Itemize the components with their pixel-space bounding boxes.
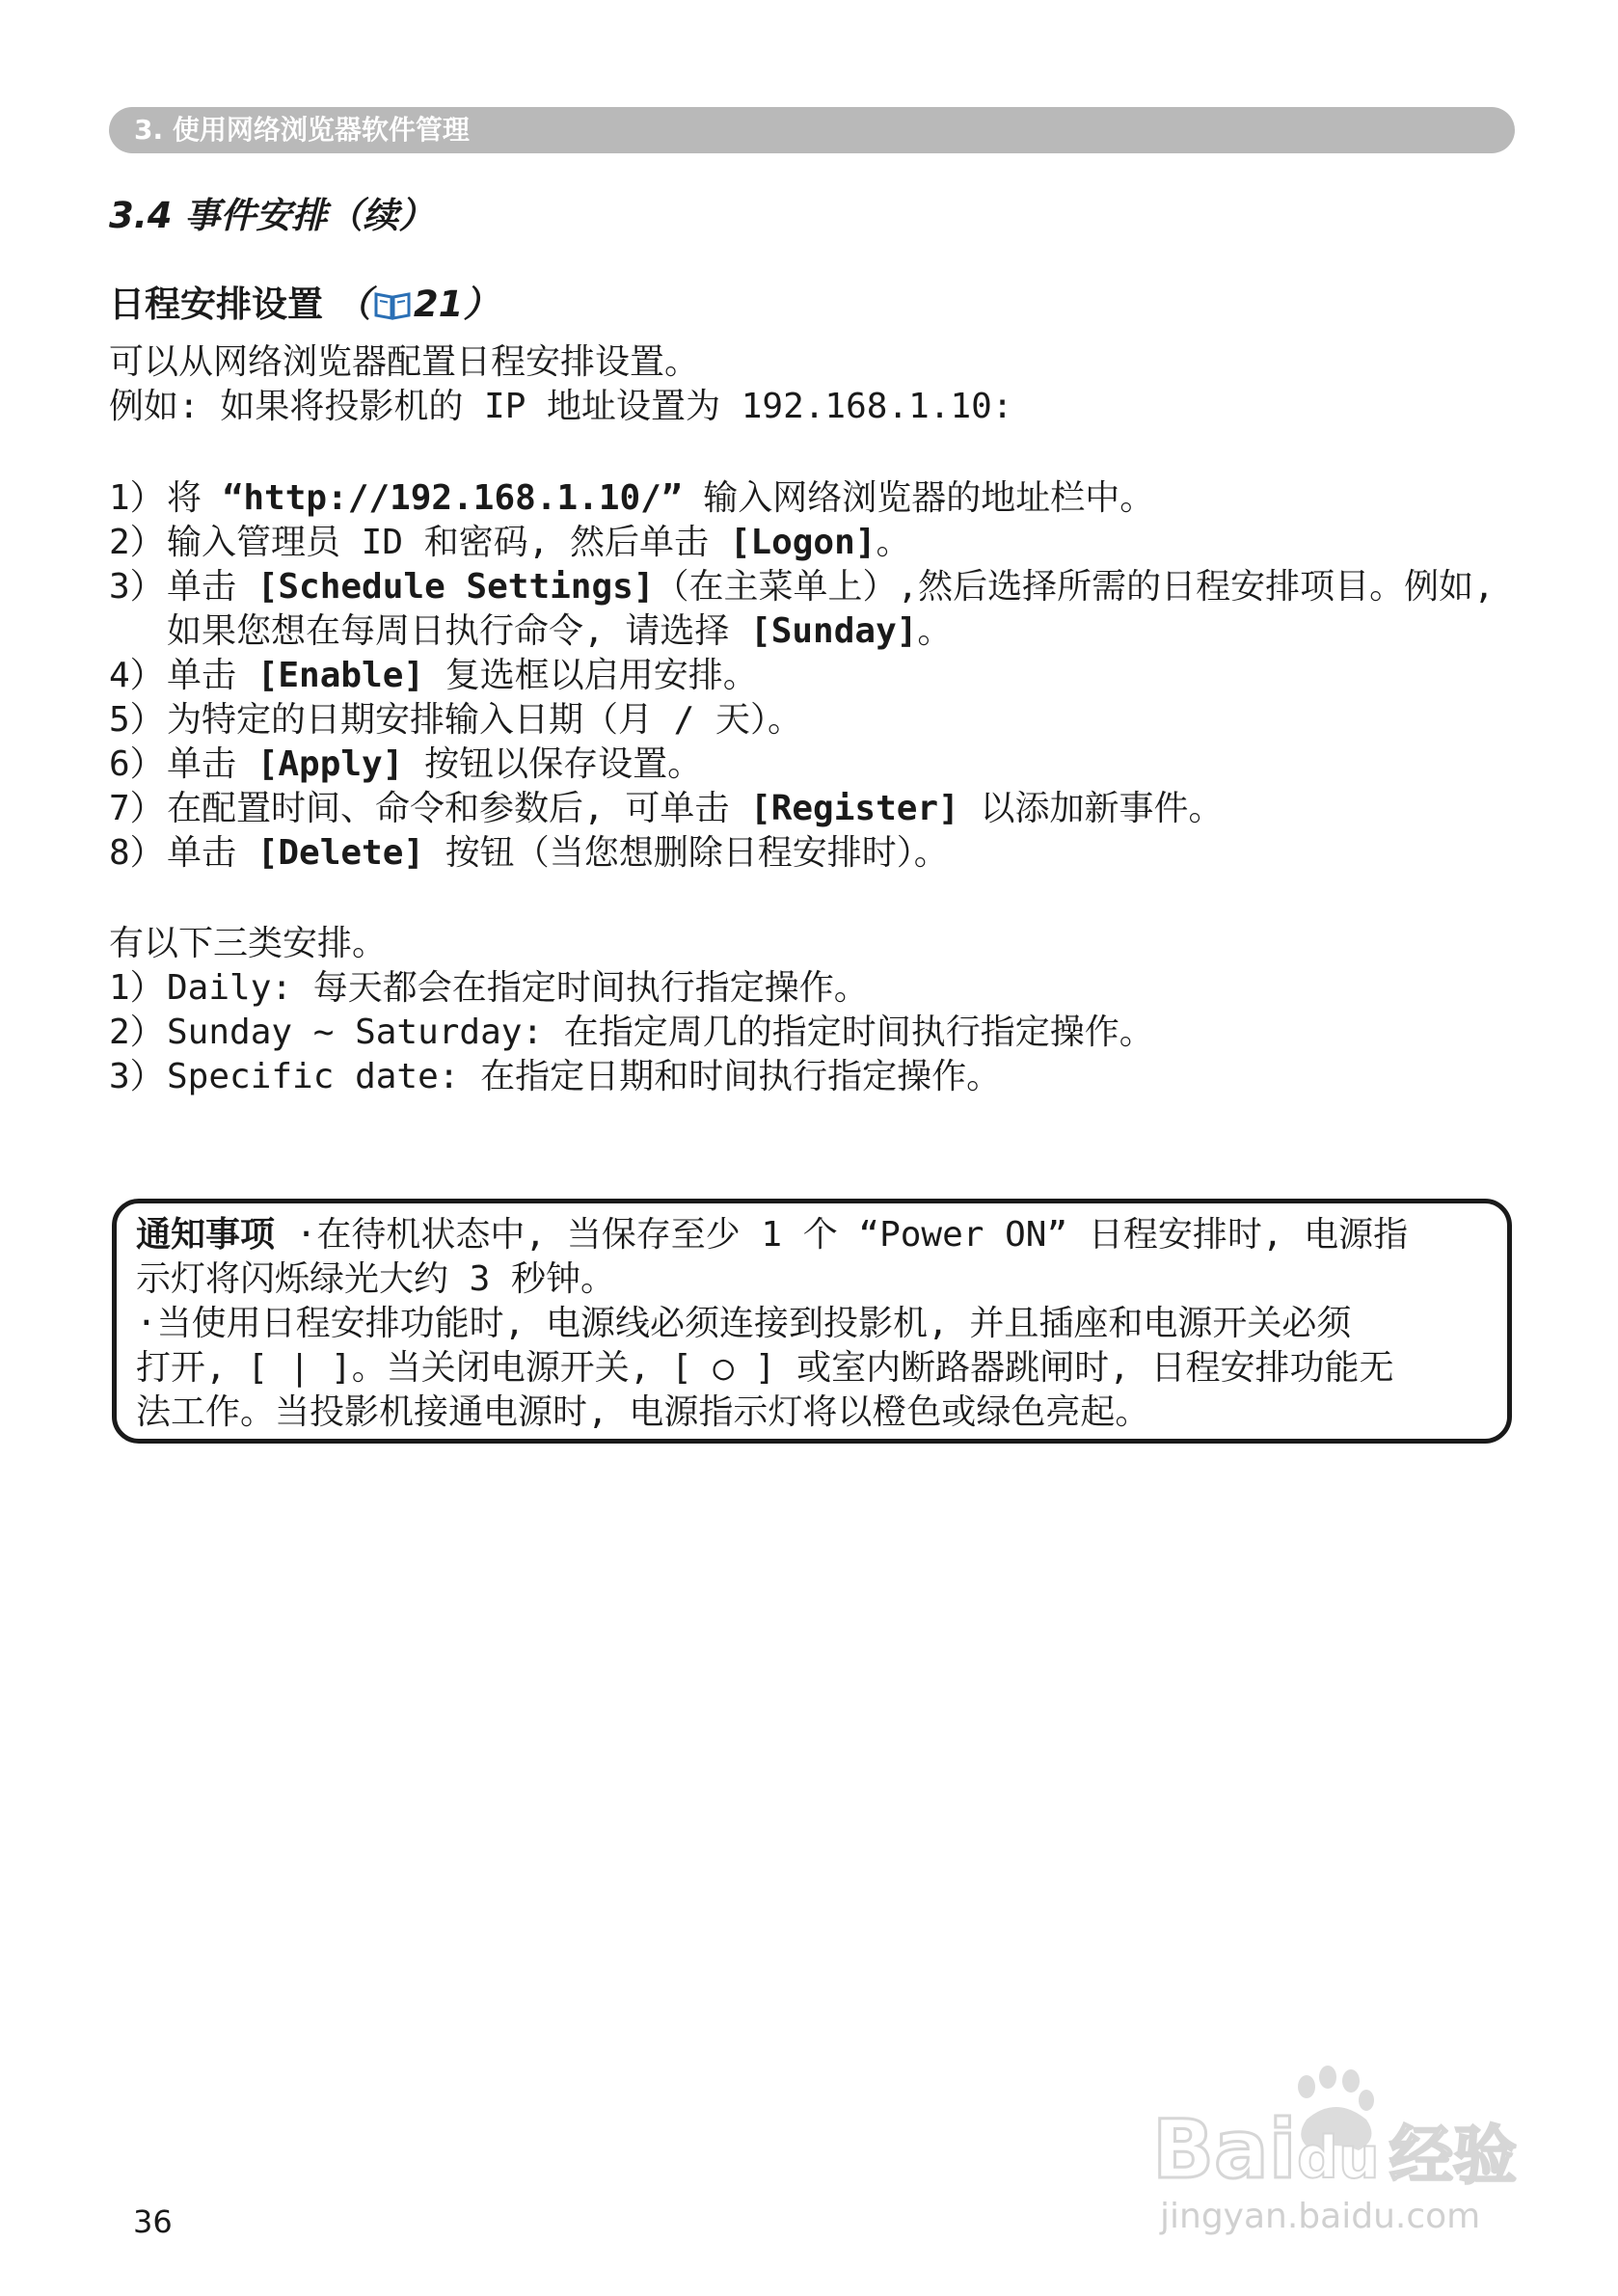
list-item: 5）为特定的日期安排输入日期（月 / 天）。 — [109, 700, 803, 740]
page-reference[interactable]: （ 21） — [335, 284, 499, 325]
list-item: 3）Specific date: 在指定日期和时间执行指定操作。 — [109, 1057, 1002, 1096]
list-item: 6）单击 [Apply] 按钮以保存设置。 — [109, 744, 703, 784]
subsection-heading: 日程安排设置 — [109, 284, 323, 325]
intro-line: 例如: 如果将投影机的 IP 地址设置为 192.168.1.10: — [109, 387, 1013, 426]
chapter-banner — [109, 107, 1515, 153]
notice-box — [112, 1199, 1512, 1444]
list-item: 1）Daily: 每天都会在指定时间执行指定操作。 — [109, 968, 869, 1008]
list-item-continued: 如果您想在每周日执行命令, 请选择 [Sunday]。 — [167, 611, 953, 651]
svg-text:经验: 经验 — [1389, 2119, 1517, 2189]
register-keyword: [Register] — [750, 789, 959, 828]
watermark-url: jingyan.baidu.com — [1160, 2197, 1481, 2236]
delete-keyword: [Delete] — [256, 833, 425, 873]
intro-line: 可以从网络浏览器配置日程安排设置。 — [109, 342, 700, 382]
list-item: 7）在配置时间、命令和参数后, 可单击 [Register] 以添加新事件。 — [109, 789, 1224, 828]
list-item: 3）单击 [Schedule Settings]（在主菜单上）,然后选择所需的日程安排项目。例如, — [109, 567, 1495, 607]
baidu-watermark — [1152, 2064, 1538, 2242]
notice-line: 示灯将闪烁绿光大约 3 秒钟。 — [136, 1259, 616, 1299]
schedule-settings-keyword: [Schedule Settings] — [256, 567, 655, 607]
list-item: 2）Sunday ~ Saturday: 在指定周几的指定时间执行指定操作。 — [109, 1013, 1154, 1052]
notice-line: 通知事项 ·在待机状态中, 当保存至少 1 个 “Power ON” 日程安排时, 电源指 — [136, 1215, 1409, 1255]
chapter-title: 3. 使用网络浏览器软件管理 — [134, 114, 470, 146]
notice-line: ·当使用日程安排功能时, 电源线必须连接到投影机, 并且插座和电源开关必须 — [136, 1304, 1352, 1343]
notice-line: 法工作。当投影机接通电源时, 电源指示灯将以橙色或绿色亮起。 — [136, 1392, 1150, 1432]
notice-label: 通知事项 — [136, 1215, 276, 1255]
url-keyword: “http://192.168.1.10/” — [222, 478, 683, 518]
apply-keyword: [Apply] — [256, 744, 404, 784]
section-title: 3.4 事件安排（续） — [109, 195, 435, 236]
list-item: 2）输入管理员 ID 和密码, 然后单击 [Logon]。 — [109, 523, 911, 562]
svg-text:du: du — [1297, 2124, 1380, 2189]
schedule-types — [109, 922, 1526, 1099]
baidu-jingyan-logo — [1152, 2064, 1538, 2189]
intro-paragraph — [109, 340, 1526, 429]
logon-keyword: [Logon] — [729, 523, 876, 562]
page-reference-number: 21 — [413, 284, 464, 325]
subsection-title — [109, 280, 499, 330]
list-item: 8）单击 [Delete] 按钮（当您想删除日程安排时）。 — [109, 833, 949, 873]
types-heading: 有以下三类安排。 — [109, 924, 388, 963]
notice-line: 打开, [ | ]。当关闭电源开关, [ ○ ] 或室内断路器跳闸时, 日程安排功能无 — [136, 1348, 1394, 1388]
page-number: 36 — [133, 2203, 173, 2240]
list-item: 1）将 “http://192.168.1.10/” 输入网络浏览器的地址栏中。 — [109, 478, 1155, 518]
book-icon — [373, 289, 412, 320]
sunday-keyword: [Sunday] — [750, 611, 918, 651]
svg-text:Bai: Bai — [1152, 2102, 1297, 2189]
list-item: 4）单击 [Enable] 复选框以启用安排。 — [109, 656, 758, 695]
enable-keyword: [Enable] — [256, 656, 425, 695]
steps-list — [109, 476, 1526, 876]
